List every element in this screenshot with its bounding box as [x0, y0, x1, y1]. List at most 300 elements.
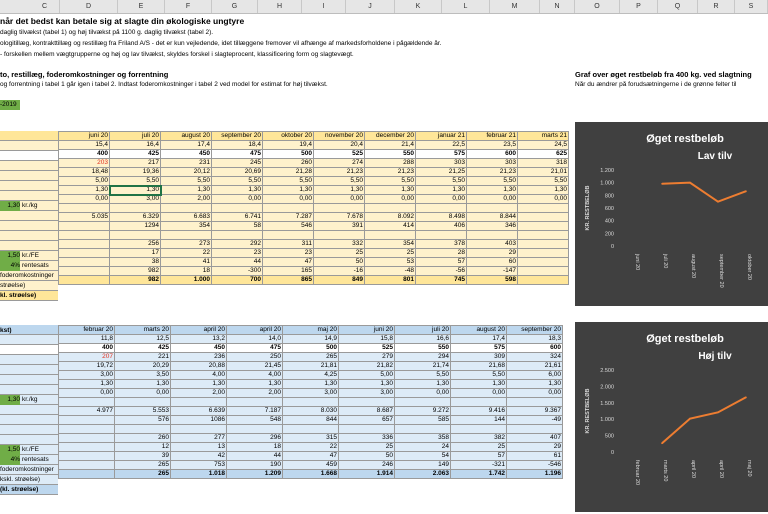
table-cell[interactable]	[314, 231, 365, 240]
table-cell[interactable]: 207	[59, 353, 115, 362]
column-header-o[interactable]: O	[575, 0, 620, 13]
table-cell[interactable]: 354	[161, 222, 212, 231]
table-cell[interactable]: 382	[451, 434, 507, 443]
table-cell[interactable]	[110, 231, 161, 240]
label-cell[interactable]	[0, 425, 58, 435]
table-cell[interactable]: 0,00	[365, 195, 416, 204]
label-cell[interactable]	[0, 191, 58, 201]
label-cell[interactable]	[0, 231, 58, 241]
label-cell[interactable]	[0, 131, 58, 141]
table-cell[interactable]: 425	[110, 150, 161, 159]
label-cell[interactable]	[0, 141, 58, 151]
table-cell[interactable]: 22	[283, 443, 339, 452]
table-cell[interactable]: 1,30	[416, 186, 467, 195]
table-cell[interactable]: 19,36	[110, 168, 161, 177]
table-cell[interactable]	[518, 231, 569, 240]
table-cell[interactable]: 745	[416, 276, 467, 285]
table-cell[interactable]	[59, 276, 110, 285]
table-cell[interactable]: 575	[451, 344, 507, 353]
table-cell[interactable]: 6.639	[171, 407, 227, 416]
table-cell[interactable]: 700	[212, 276, 263, 285]
table-cell[interactable]: 1.742	[451, 470, 507, 479]
table-cell[interactable]: 4.977	[59, 407, 115, 416]
table-cell[interactable]: 13,2	[171, 335, 227, 344]
label-cell[interactable]	[0, 211, 58, 221]
column-header-f[interactable]: F	[165, 0, 212, 13]
table-cell[interactable]: 57	[451, 452, 507, 461]
column-header-h[interactable]: H	[258, 0, 302, 13]
table-cell[interactable]: 274	[314, 159, 365, 168]
table-cell[interactable]: 0,00	[416, 195, 467, 204]
table-cell[interactable]	[110, 204, 161, 213]
table-cell[interactable]: 1,30	[59, 186, 110, 195]
table-cell[interactable]: -321	[451, 461, 507, 470]
table-cell[interactable]	[283, 425, 339, 434]
table-cell[interactable]: 53	[365, 258, 416, 267]
table-cell[interactable]	[507, 425, 563, 434]
table-cell[interactable]: 550	[365, 150, 416, 159]
table-cell[interactable]: 245	[212, 159, 263, 168]
table-cell[interactable]: 18,4	[212, 141, 263, 150]
table-cell[interactable]: 6.741	[212, 213, 263, 222]
table-cell[interactable]: 9.272	[395, 407, 451, 416]
table-cell[interactable]: 801	[365, 276, 416, 285]
table-cell[interactable]: 849	[314, 276, 365, 285]
table-cell[interactable]: 292	[212, 240, 263, 249]
label-cell[interactable]	[0, 435, 58, 445]
table-cell[interactable]: 28	[416, 249, 467, 258]
table-cell[interactable]	[467, 231, 518, 240]
table-cell[interactable]: 23	[212, 249, 263, 258]
table-cell[interactable]: 50	[339, 452, 395, 461]
table-cell[interactable]: 414	[365, 222, 416, 231]
column-header-e[interactable]: E	[118, 0, 165, 13]
column-header-g[interactable]: G	[212, 0, 258, 13]
table-cell[interactable]: 598	[467, 276, 518, 285]
table-cell[interactable]: 50	[314, 258, 365, 267]
table-cell[interactable]	[59, 452, 115, 461]
table-cell[interactable]: 8.687	[339, 407, 395, 416]
table-cell[interactable]: 288	[365, 159, 416, 168]
table-cell[interactable]: 277	[171, 434, 227, 443]
table-cell[interactable]: 1,30	[59, 380, 115, 389]
table-cell[interactable]: 303	[467, 159, 518, 168]
row-label[interactable]: 1,50	[0, 445, 20, 455]
table-cell[interactable]: 25	[451, 443, 507, 452]
table-cell[interactable]	[263, 204, 314, 213]
table-cell[interactable]: 190	[227, 461, 283, 470]
table-cell[interactable]: 585	[395, 416, 451, 425]
table-cell[interactable]: 250	[227, 353, 283, 362]
table-cell[interactable]: 1.018	[171, 470, 227, 479]
table-cell[interactable]: 21,23	[314, 168, 365, 177]
table-cell[interactable]: 3,00	[339, 389, 395, 398]
table-cell[interactable]: 1,30	[161, 186, 212, 195]
table-cell[interactable]	[518, 240, 569, 249]
table-cell[interactable]: 11,8	[59, 335, 115, 344]
table-cell[interactable]: 19,72	[59, 362, 115, 371]
chart-high-growth[interactable]	[575, 322, 768, 512]
table-cell[interactable]: 8.092	[365, 213, 416, 222]
table-cell[interactable]: 450	[171, 344, 227, 353]
table-cell[interactable]: 5,00	[59, 177, 110, 186]
table-cell[interactable]	[227, 425, 283, 434]
table-cell[interactable]: 14,0	[227, 335, 283, 344]
table-cell[interactable]: 2,00	[171, 389, 227, 398]
table-cell[interactable]: 21,25	[416, 168, 467, 177]
table-cell[interactable]: 16,4	[110, 141, 161, 150]
table-cell[interactable]: 7.287	[263, 213, 314, 222]
label-cell[interactable]	[0, 151, 58, 161]
column-header-r[interactable]: R	[698, 0, 735, 13]
table-cell[interactable]: 5,50	[395, 371, 451, 380]
table-cell[interactable]: 1,30	[395, 380, 451, 389]
table-cell[interactable]	[59, 222, 110, 231]
table-cell[interactable]: 407	[507, 434, 563, 443]
table-cell[interactable]	[212, 204, 263, 213]
table-cell[interactable]: 318	[518, 159, 569, 168]
table-cell[interactable]: 548	[227, 416, 283, 425]
table-cell[interactable]: 8.030	[283, 407, 339, 416]
table-cell[interactable]: 17	[110, 249, 161, 258]
label-cell[interactable]	[0, 221, 58, 231]
table-cell[interactable]: 25	[314, 249, 365, 258]
table-cell[interactable]: 525	[339, 344, 395, 353]
table-cell[interactable]: 23	[263, 249, 314, 258]
table-cell[interactable]: 625	[518, 150, 569, 159]
label-cell[interactable]	[0, 181, 58, 191]
label-cell[interactable]	[0, 355, 58, 365]
table-cell[interactable]	[518, 204, 569, 213]
table-cell[interactable]: 21,81	[283, 362, 339, 371]
label-cell[interactable]	[0, 345, 58, 355]
table-cell[interactable]: -56	[416, 267, 467, 276]
table-cell[interactable]: 1,30	[507, 380, 563, 389]
table-cell[interactable]: 279	[339, 353, 395, 362]
label-cell[interactable]	[0, 335, 58, 345]
table-cell[interactable]: 0,00	[518, 195, 569, 204]
table-cell[interactable]: 149	[395, 461, 451, 470]
table-cell[interactable]: 6.683	[161, 213, 212, 222]
table-cell[interactable]: 657	[339, 416, 395, 425]
table-cell[interactable]	[59, 204, 110, 213]
label-cell[interactable]	[0, 415, 58, 425]
table-cell[interactable]: 21,82	[339, 362, 395, 371]
table-cell[interactable]: 3,00	[283, 389, 339, 398]
table-cell[interactable]	[115, 398, 171, 407]
table-cell[interactable]	[467, 204, 518, 213]
table-cell[interactable]: 5,50	[416, 177, 467, 186]
table-cell[interactable]: 9.367	[507, 407, 563, 416]
table-cell[interactable]: 425	[115, 344, 171, 353]
table-cell[interactable]: 5,50	[365, 177, 416, 186]
table-cell[interactable]: 982	[110, 267, 161, 276]
table-cell[interactable]	[171, 425, 227, 434]
table-cell[interactable]	[227, 398, 283, 407]
table-cell[interactable]: 203	[59, 159, 110, 168]
table-cell[interactable]: 8.498	[416, 213, 467, 222]
table-cell[interactable]: 22,5	[416, 141, 467, 150]
table-cell[interactable]: 0,00	[59, 389, 115, 398]
label-cell[interactable]	[0, 171, 58, 181]
column-header-n[interactable]: N	[540, 0, 575, 13]
table-cell[interactable]: 294	[395, 353, 451, 362]
table-cell[interactable]: 22	[161, 249, 212, 258]
table-cell[interactable]: 47	[283, 452, 339, 461]
row-label[interactable]: 1,50	[0, 251, 20, 261]
row-label[interactable]: 4%	[0, 455, 20, 465]
table-cell[interactable]: 1,30	[451, 380, 507, 389]
table-cell[interactable]	[314, 204, 365, 213]
table-cell[interactable]	[115, 425, 171, 434]
table-cell[interactable]: 47	[263, 258, 314, 267]
table-cell[interactable]	[212, 231, 263, 240]
label-cell[interactable]	[0, 161, 58, 171]
table-cell[interactable]	[59, 443, 115, 452]
table-cell[interactable]: 5,50	[451, 371, 507, 380]
table-cell[interactable]: 44	[212, 258, 263, 267]
table-cell[interactable]: 1.668	[283, 470, 339, 479]
table-cell[interactable]: 865	[263, 276, 314, 285]
table-cell[interactable]	[59, 434, 115, 443]
table-cell[interactable]: 260	[263, 159, 314, 168]
table-cell[interactable]: -147	[467, 267, 518, 276]
table-cell[interactable]	[59, 231, 110, 240]
table-cell[interactable]: 0,00	[451, 389, 507, 398]
table-cell[interactable]	[395, 425, 451, 434]
table-cell[interactable]: 24,5	[518, 141, 569, 150]
table-cell[interactable]: 265	[115, 461, 171, 470]
label-cell[interactable]	[0, 365, 58, 375]
table-cell[interactable]: 29	[507, 443, 563, 452]
table-cell[interactable]	[59, 461, 115, 470]
table-cell[interactable]: 1,30	[110, 186, 161, 195]
table-cell[interactable]: 23,5	[467, 141, 518, 150]
table-cell[interactable]: 273	[161, 240, 212, 249]
table-cell[interactable]: 29	[467, 249, 518, 258]
table-cell[interactable]: 5,50	[467, 177, 518, 186]
table-cell[interactable]: 0,00	[115, 389, 171, 398]
table-cell[interactable]: 315	[283, 434, 339, 443]
table-cell[interactable]	[518, 213, 569, 222]
year-tag[interactable]: -2019	[0, 100, 20, 110]
table-cell[interactable]	[339, 425, 395, 434]
table-cell[interactable]: 12	[115, 443, 171, 452]
row-label[interactable]: 1,30	[0, 395, 20, 405]
table-cell[interactable]: 0,00	[395, 389, 451, 398]
table-cell[interactable]: 0,00	[263, 195, 314, 204]
table-cell[interactable]: 21,28	[263, 168, 314, 177]
table-cell[interactable]: 309	[451, 353, 507, 362]
table-cell[interactable]: 20,88	[171, 362, 227, 371]
table-cell[interactable]: 57	[416, 258, 467, 267]
table-cell[interactable]: 0,00	[59, 195, 110, 204]
table-cell[interactable]: 0,00	[507, 389, 563, 398]
table-cell[interactable]: 1086	[171, 416, 227, 425]
column-header-s[interactable]: S	[735, 0, 768, 13]
table-cell[interactable]: 5,50	[110, 177, 161, 186]
table-cell[interactable]: 311	[263, 240, 314, 249]
table-cell[interactable]: 17,4	[161, 141, 212, 150]
table-cell[interactable]: 1294	[110, 222, 161, 231]
table-cell[interactable]: 550	[395, 344, 451, 353]
table-cell[interactable]: 265	[283, 353, 339, 362]
table-cell[interactable]	[59, 249, 110, 258]
table-cell[interactable]: 256	[110, 240, 161, 249]
table-cell[interactable]: 14,9	[283, 335, 339, 344]
table-cell[interactable]: 4,25	[283, 371, 339, 380]
table-cell[interactable]: 18,48	[59, 168, 110, 177]
label-cell[interactable]	[0, 405, 58, 415]
table-cell[interactable]: 231	[161, 159, 212, 168]
table-cell[interactable]	[59, 398, 115, 407]
table-cell[interactable]: 982	[110, 276, 161, 285]
table-cell[interactable]: 753	[171, 461, 227, 470]
table-cell[interactable]: 1,30	[171, 380, 227, 389]
table-cell[interactable]: -546	[507, 461, 563, 470]
table-cell[interactable]: 217	[110, 159, 161, 168]
table-cell[interactable]	[171, 398, 227, 407]
table-cell[interactable]: 3,00	[59, 371, 115, 380]
table-cell[interactable]: 6.329	[110, 213, 161, 222]
table-cell[interactable]: 296	[227, 434, 283, 443]
table-cell[interactable]: 575	[416, 150, 467, 159]
table-cell[interactable]: 5.553	[115, 407, 171, 416]
table-cell[interactable]: 450	[161, 150, 212, 159]
table-cell[interactable]	[263, 231, 314, 240]
table-cell[interactable]: 1.000	[161, 276, 212, 285]
table-cell[interactable]: 21,01	[518, 168, 569, 177]
table-cell[interactable]: 13	[171, 443, 227, 452]
table-cell[interactable]: 5.035	[59, 213, 110, 222]
table-cell[interactable]: 20,4	[314, 141, 365, 150]
table-cell[interactable]: 246	[339, 461, 395, 470]
table-cell[interactable]: 5,00	[339, 371, 395, 380]
table-cell[interactable]: -48	[365, 267, 416, 276]
table-cell[interactable]	[339, 398, 395, 407]
table-cell[interactable]: 3,00	[110, 195, 161, 204]
table-cell[interactable]	[518, 267, 569, 276]
table-cell[interactable]	[451, 425, 507, 434]
table-cell[interactable]: 39	[115, 452, 171, 461]
table-cell[interactable]: 0,00	[314, 195, 365, 204]
column-header-p[interactable]: P	[620, 0, 658, 13]
table-cell[interactable]: 236	[171, 353, 227, 362]
column-header-m[interactable]: M	[490, 0, 540, 13]
table-cell[interactable]: 5,50	[263, 177, 314, 186]
table-cell[interactable]: 25	[339, 443, 395, 452]
chart-low-growth[interactable]	[575, 122, 768, 306]
table-cell[interactable]	[451, 398, 507, 407]
table-cell[interactable]: 54	[395, 452, 451, 461]
table-cell[interactable]: 4,00	[227, 371, 283, 380]
table-cell[interactable]: 1.196	[507, 470, 563, 479]
table-cell[interactable]: 20,29	[115, 362, 171, 371]
table-cell[interactable]	[518, 258, 569, 267]
table-cell[interactable]: 324	[507, 353, 563, 362]
table-cell[interactable]: -16	[314, 267, 365, 276]
table-cell[interactable]: 1,30	[365, 186, 416, 195]
table-cell[interactable]: 7.187	[227, 407, 283, 416]
table-cell[interactable]: 391	[314, 222, 365, 231]
table-cell[interactable]: 459	[283, 461, 339, 470]
table-cell[interactable]: 61	[507, 452, 563, 461]
table-cell[interactable]	[416, 204, 467, 213]
table-cell[interactable]: 5,50	[212, 177, 263, 186]
table-cell[interactable]: 21,74	[395, 362, 451, 371]
column-header-l[interactable]: L	[442, 0, 490, 13]
table-cell[interactable]: 5,50	[314, 177, 365, 186]
row-label[interactable]: 4%	[0, 261, 20, 271]
table-cell[interactable]: 18,3	[507, 335, 563, 344]
table-cell[interactable]: 475	[227, 344, 283, 353]
table-cell[interactable]: 1,30	[339, 380, 395, 389]
table-cell[interactable]	[59, 267, 110, 276]
table-cell[interactable]: 546	[263, 222, 314, 231]
column-header-c[interactable]: C	[30, 0, 60, 13]
table-cell[interactable]: 400	[59, 344, 115, 353]
table-cell[interactable]: 525	[314, 150, 365, 159]
table-cell[interactable]: 1.209	[227, 470, 283, 479]
table-cell[interactable]: 21,23	[467, 168, 518, 177]
table-cell[interactable]: 21,4	[365, 141, 416, 150]
table-cell[interactable]	[365, 204, 416, 213]
table-cell[interactable]: -49	[507, 416, 563, 425]
table-cell[interactable]: 1,30	[283, 380, 339, 389]
table-cell[interactable]: 165	[263, 267, 314, 276]
column-header-d[interactable]: D	[60, 0, 118, 13]
table-cell[interactable]: 20,12	[161, 168, 212, 177]
table-cell[interactable]: 500	[283, 344, 339, 353]
table-cell[interactable]: 1,30	[115, 380, 171, 389]
table-cell[interactable]: 332	[314, 240, 365, 249]
table-cell[interactable]: 336	[339, 434, 395, 443]
table-cell[interactable]: 500	[263, 150, 314, 159]
column-header-j[interactable]: J	[346, 0, 395, 13]
table-cell[interactable]: 25	[365, 249, 416, 258]
table-cell[interactable]: 21,68	[451, 362, 507, 371]
table-cell[interactable]: 844	[283, 416, 339, 425]
table-cell[interactable]: 12,5	[115, 335, 171, 344]
table-cell[interactable]	[416, 231, 467, 240]
table-cell[interactable]	[518, 249, 569, 258]
table-cell[interactable]: 406	[416, 222, 467, 231]
column-header-i[interactable]: I	[302, 0, 346, 13]
table-cell[interactable]	[59, 240, 110, 249]
table-cell[interactable]: 5,50	[518, 177, 569, 186]
table-cell[interactable]	[59, 470, 115, 479]
table-cell[interactable]: 4,00	[171, 371, 227, 380]
table-cell[interactable]: 265	[115, 470, 171, 479]
table-cell[interactable]: 600	[507, 344, 563, 353]
table-cell[interactable]: 378	[416, 240, 467, 249]
table-cell[interactable]: 1,30	[227, 380, 283, 389]
table-cell[interactable]: 144	[451, 416, 507, 425]
table-cell[interactable]: 1,30	[467, 186, 518, 195]
label-cell[interactable]	[0, 241, 58, 251]
table-cell[interactable]: 3,50	[115, 371, 171, 380]
table-cell[interactable]: 5,50	[161, 177, 212, 186]
table-cell[interactable]: 38	[110, 258, 161, 267]
table-cell[interactable]: 15,4	[59, 141, 110, 150]
table-cell[interactable]: 0,00	[212, 195, 263, 204]
column-header-q[interactable]: Q	[658, 0, 698, 13]
table-cell[interactable]	[365, 231, 416, 240]
table-cell[interactable]: 576	[115, 416, 171, 425]
table-cell[interactable]	[59, 258, 110, 267]
table-cell[interactable]: 1.914	[339, 470, 395, 479]
table-cell[interactable]	[59, 416, 115, 425]
